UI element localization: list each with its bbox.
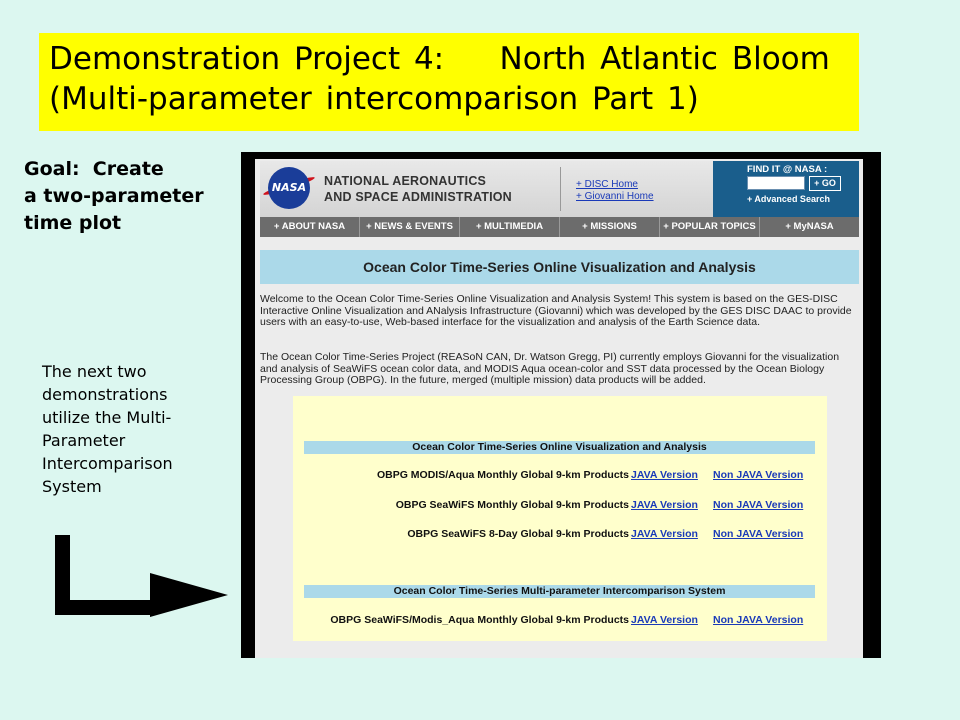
search-input[interactable] bbox=[747, 176, 805, 190]
nav-popular-topics[interactable]: + POPULAR TOPICS bbox=[660, 217, 760, 237]
product-row bbox=[293, 468, 827, 482]
slide-title-line-2: (Multi-parameter intercomparison Part 1) bbox=[49, 81, 699, 117]
nav-news-events[interactable]: + NEWS & EVENTS bbox=[360, 217, 460, 237]
slide-title-line-1: Demonstration Project 4: North Atlantic Bloom bbox=[49, 41, 830, 77]
pointer-arrow-icon bbox=[50, 535, 235, 630]
products-panel bbox=[293, 396, 827, 641]
giovanni-page bbox=[255, 159, 863, 658]
nav-multimedia[interactable]: + MULTIMEDIA bbox=[460, 217, 560, 237]
nasa-nav-bar bbox=[260, 217, 859, 237]
header-divider bbox=[560, 167, 561, 211]
agency-line-2: AND SPACE ADMINISTRATION bbox=[324, 190, 512, 204]
section-intercomparison-title: Ocean Color Time-Series Multi-parameter Intercomparison System bbox=[304, 585, 815, 598]
goal-text bbox=[24, 156, 239, 237]
product-name: OBPG SeaWiFS 8-Day Global 9-km Products bbox=[407, 528, 629, 540]
non-java-version-link[interactable]: Non JAVA Version bbox=[713, 469, 804, 481]
welcome-paragraph: Welcome to the Ocean Color Time-Series Online Visualization and Analysis System! This system is based on the GES-DISC Interactive Online Visualization and ANalysis Infrastructure (Giovanni) which was developed by the GES DISC DAAC to provide users with an easy-to-use, Web-based interface for the visualization and analysis of the Earth Science data. bbox=[260, 293, 852, 328]
nav-about-nasa[interactable]: + ABOUT NASA bbox=[260, 217, 360, 237]
agency-line-1: NATIONAL AERONAUTICS bbox=[324, 174, 487, 188]
note-text bbox=[42, 360, 217, 498]
website-screenshot bbox=[241, 152, 881, 658]
note-line: System bbox=[42, 477, 102, 496]
find-it-label: FIND IT @ NASA : bbox=[747, 164, 828, 175]
goal-line-2: a two-parameter bbox=[24, 185, 204, 207]
section-visualization-title: Ocean Color Time-Series Online Visualization and Analysis bbox=[304, 441, 815, 454]
note-line: utilize the Multi- bbox=[42, 408, 172, 427]
giovanni-home-link[interactable]: + Giovanni Home bbox=[576, 191, 654, 202]
product-name: OBPG SeaWiFS Monthly Global 9-km Products bbox=[395, 499, 629, 511]
advanced-search-link[interactable]: + Advanced Search bbox=[747, 194, 830, 204]
goal-line-1: Goal: Create bbox=[24, 158, 164, 180]
nasa-meatball-icon[interactable]: NASA bbox=[268, 167, 310, 209]
project-paragraph: The Ocean Color Time-Series Project (REASoN CAN, Dr. Watson Gregg, PI) currently employs Giovanni for the visualization and analysis of SeaWiFS ocean color data, and MODIS Aqua ocean-color and SST data processed by the Ocean Biology Processing Group (OBPG). In the future, merged (multiple mission) data products will be added. bbox=[260, 351, 840, 386]
product-row bbox=[293, 613, 827, 627]
java-version-link[interactable]: JAVA Version bbox=[631, 528, 698, 540]
java-version-link[interactable]: JAVA Version bbox=[631, 469, 698, 481]
non-java-version-link[interactable]: Non JAVA Version bbox=[713, 614, 804, 626]
java-version-link[interactable]: JAVA Version bbox=[631, 499, 698, 511]
header-left bbox=[260, 161, 713, 217]
product-row bbox=[293, 527, 827, 541]
nasa-header bbox=[260, 161, 859, 217]
product-row bbox=[293, 498, 827, 512]
product-name: OBPG SeaWiFS/Modis_Aqua Monthly Global 9-km Products bbox=[330, 614, 629, 626]
header-links bbox=[576, 179, 654, 203]
page-banner-title: Ocean Color Time-Series Online Visualization and Analysis bbox=[260, 250, 859, 284]
non-java-version-link[interactable]: Non JAVA Version bbox=[713, 528, 804, 540]
non-java-version-link[interactable]: Non JAVA Version bbox=[713, 499, 804, 511]
nav-missions[interactable]: + MISSIONS bbox=[560, 217, 660, 237]
nav-mynasa[interactable]: + MyNASA bbox=[785, 221, 834, 232]
note-line: demonstrations bbox=[42, 385, 168, 404]
find-it-search-box bbox=[713, 161, 859, 217]
agency-name bbox=[324, 173, 512, 205]
note-line: Intercomparison bbox=[42, 454, 173, 473]
disc-home-link[interactable]: + DISC Home bbox=[576, 179, 638, 190]
go-button[interactable]: + GO bbox=[809, 176, 841, 191]
java-version-link[interactable]: JAVA Version bbox=[631, 614, 698, 626]
slide-title bbox=[39, 33, 859, 131]
product-name: OBPG MODIS/Aqua Monthly Global 9-km Products bbox=[376, 469, 629, 481]
note-line: The next two bbox=[42, 362, 147, 381]
note-line: Parameter bbox=[42, 431, 126, 450]
goal-line-3: time plot bbox=[24, 212, 122, 234]
